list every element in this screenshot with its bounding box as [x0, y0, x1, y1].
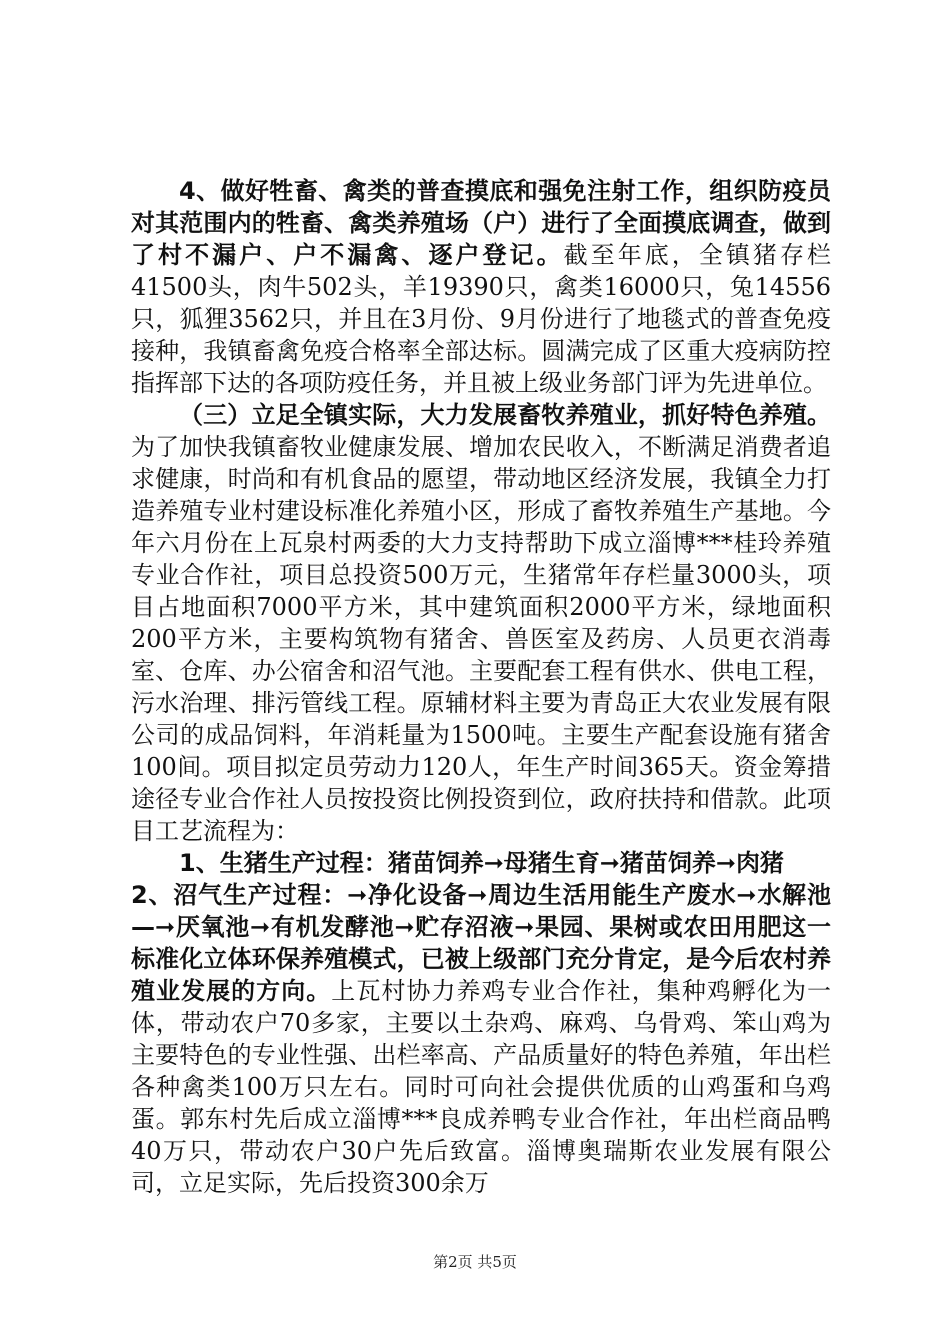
page-number-footer: 第2页 共5页 — [433, 1253, 517, 1271]
paragraph-livestock-census — [131, 175, 831, 399]
paragraph-text: 为了加快我镇畜牧业健康发展、增加农民收入，不断满足消费者追求健康，时尚和有机食品的愿望，带动地区经济发展，我镇全力打造养殖专业村建设标准化养殖小区，形成了畜牧养殖生产基地。今年六月份在上瓦泉村两委的大力支持帮助下成立淄博***桂玲养殖专业合作社，项目总投资500万元，生猪常年存栏量3000头，项目占地面积7000平方米，其中建筑面积2000平方米，绿地面积200平方米，主要构筑物有猪舍、兽医室及药房、人员更衣消毒室、仓库、办公宿舍和沼气池。主要配套工程有供水、供电工程，污水治理、排污管线工程。原辅材料主要为青岛正大农业发展有限公司的成品饲料，年消耗量为1500吨。主要生产配套设施有猪舍100间。项目拟定员劳动力120人，年生产时间365天。资金筹措途径专业合作社人员按投资比例投资到位，政府扶持和借款。此项目工艺流程为： — [131, 433, 831, 845]
process-flow-text: 2、沼气生产过程：➞净化设备➞周边生活用能生产废水➞水解池—➞厌氧池➞有机发酵池➞贮存沼液➞果园、果树或农田用肥这一标准化立体环保养殖模式，已被上级部门充分肯定，是今后农村养殖业发展的方向。 — [131, 881, 831, 1005]
paragraph-text: 上瓦村协力养鸡专业合作社，集种鸡孵化为一体，带动农户70多家，主要以土杂鸡、麻鸡、乌骨鸡、笨山鸡为主要特色的专业性强、出栏率高、产品质量好的特色养殖，年出栏各种禽类100万只左右。同时可向社会提供优质的山鸡蛋和乌鸡蛋。郭东村先后成立淄博***良成养鸭专业合作社，年出栏商品鸭40万只，带动农户30户先后致富。淄博奥瑞斯农业发展有限公司，立足实际，先后投资300余万 — [131, 977, 831, 1197]
paragraph-text: 截至年底，全镇猪存栏41500头，肉牛502头，羊19390只，禽类16000只，兔14556只，狐狸3562只，并且在3月份、9月份进行了地毯式的普查免疫接种，我镇畜禽免疫合格率全部达标。圆满完成了区重大疫病防控指挥部下达的各项防疫任务，并且被上级业务部门评为先进单位。 — [131, 241, 831, 397]
process-flow-text: 1、生猪生产过程：猪苗饲养➞母猪生育➞猪苗饲养➞肉猪 — [179, 849, 785, 877]
section-heading: （三）立足全镇实际，大力发展畜牧养殖业，抓好特色养殖。 — [179, 401, 831, 429]
paragraph-pig-process — [131, 847, 831, 879]
document-body — [131, 175, 831, 1199]
paragraph-breeding-development — [131, 399, 831, 847]
paragraph-biogas-process — [131, 879, 831, 1199]
paragraph-heading: 4、做好牲畜、禽类的普查摸底和强免注射工作，组织防疫员对其范围内的牲畜、禽类养殖场（户）进行了全面摸底调查，做到了村不漏户、户不漏禽、逐户登记。 — [131, 177, 831, 269]
